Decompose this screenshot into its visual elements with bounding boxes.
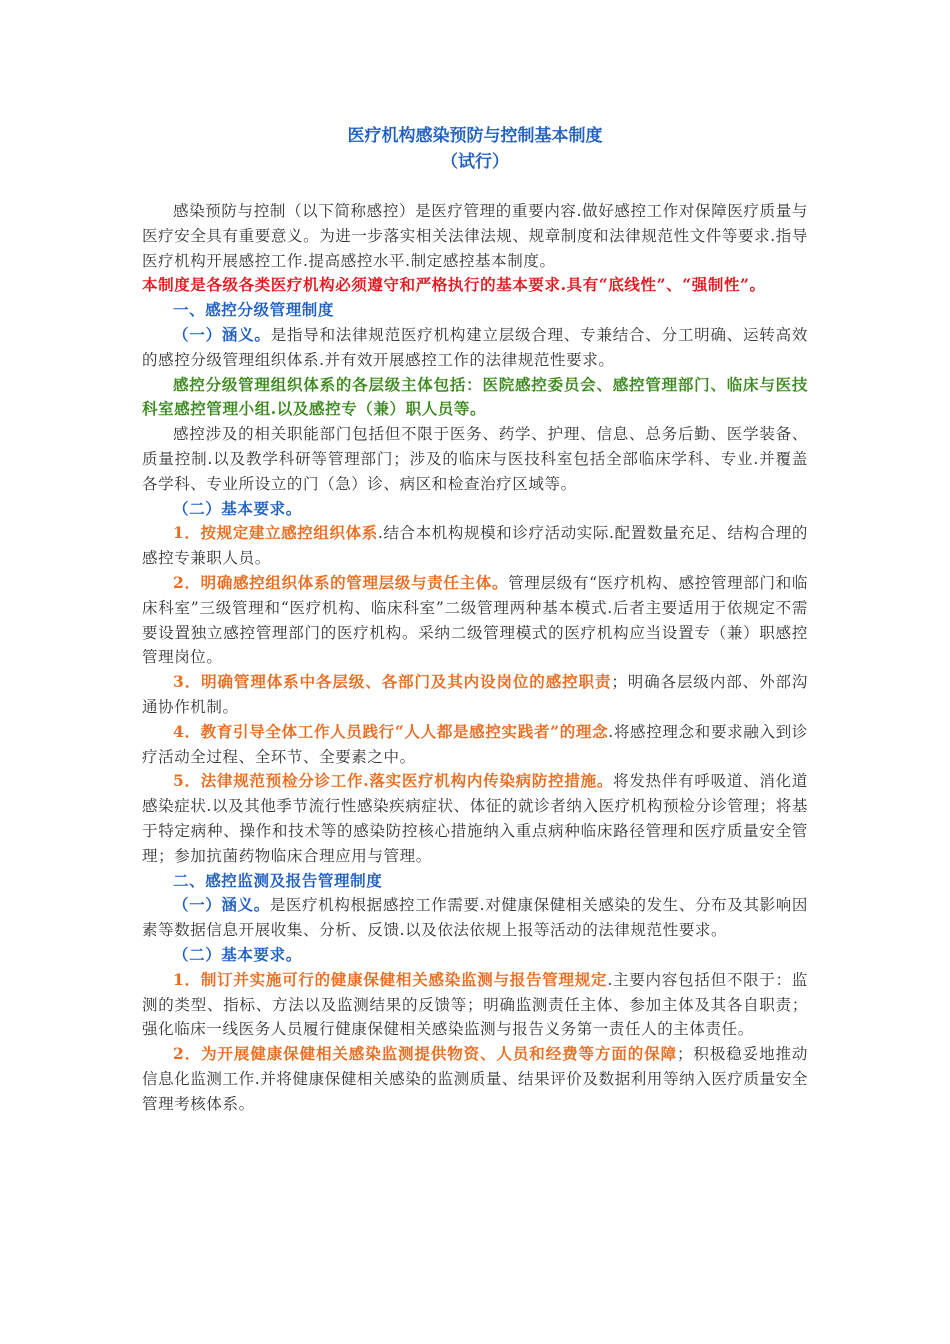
document-body — [142, 199, 808, 1116]
org-system-text: 感控分级管理组织体系的各层级主体包括：医院感控委员会、感控管理部门、临床与医技科室感控管理小组.以及感控专（兼）职人员等。 — [142, 374, 808, 419]
item-number: 3． — [173, 672, 202, 692]
item-text: ；明确各层级内部、外部沟通协作机制。 — [142, 673, 808, 716]
definition-text: 是指导和法律规范医疗机构建立层级合理、专兼结合、分工明确、运转高效的感控分级管理组织体系.并有效开展感控工作的法律规范性要求。 — [142, 325, 808, 369]
item-lead: 明确管理体系中各层级、各部门及其内设岗位的感控职责 — [201, 672, 612, 692]
item-text: 将发热伴有呼吸道、消化道感染症状.以及其他季节流行性感染疾病症状、体征的就诊者纳入医疗机构预检分诊管理；将基于特定病种、操作和技术等的感染防控核心措施纳入重点病种临床路径管理和医疗质量安全管理；参加抗菌药物临床合理应用与管理。 — [142, 772, 809, 865]
item-lead: 按规定建立感控组织体系 — [200, 523, 378, 543]
section-2-item — [142, 968, 808, 1042]
item-number: 1． — [173, 523, 201, 543]
intro-emphasis-text: 本制度是各级各类医疗机构必须遵守和严格执行的基本要求.具有“底线性”、“强制性”。 — [142, 275, 766, 295]
document-title: 医疗机构感染预防与控制基本制度 — [347, 126, 603, 146]
section-1-item — [142, 670, 808, 720]
item-text: .将感控理念和要求融入到诊疗活动全过程、全环节、全要素之中。 — [142, 722, 808, 766]
section-2-heading: 二、感控监测及报告管理制度 — [173, 870, 383, 890]
item-lead: 为开展健康保健相关感染监测提供物资、人员和经费等方面的保障 — [201, 1044, 678, 1064]
section-1-item — [142, 571, 808, 670]
section-1-item — [142, 521, 808, 571]
item-number: 4． — [173, 721, 201, 741]
intro-emphasis-paragraph — [142, 273, 808, 298]
definition-text: 是医疗机构根据感控工作需要.对健康保健相关感染的发生、分布及其影响因素等数据信息开展收集、分析、反馈.以及依法依规上报等活动的法律规范性要求。 — [142, 896, 808, 940]
section-1-definition — [142, 323, 808, 373]
section-1-heading: 一、感控分级管理制度 — [173, 300, 335, 320]
intro-paragraph — [142, 199, 808, 273]
section-1-departments-paragraph: 感控涉及的相关职能部门包括但不限于医务、药学、护理、信息、总务后勤、医学装备、质量控制.以及教学科研等管理部门；涉及的临床与医技科室包括全部临床学科、专业.并覆盖各学科、专业所设立的门（急）诊、病区和检查治疗区域等。 — [142, 425, 808, 493]
item-text: .结合本机构规模和诊疗活动实际.配置数量充足、结构合理的感控专兼职人员。 — [142, 524, 808, 568]
section-1-requirements-label — [142, 497, 808, 522]
item-lead: 教育引导全体工作人员践行“人人都是感控实践者”的理念 — [200, 721, 609, 741]
document-subtitle: （试行） — [441, 152, 509, 172]
item-number: 2． — [173, 572, 201, 592]
section-2-definition — [142, 893, 808, 943]
section-2-requirements-label — [142, 943, 808, 968]
item-lead: 法律规范预检分诊工作.落实医疗机构内传染病防控措施。 — [200, 771, 614, 791]
item-lead: 制订并实施可行的健康保健相关感染监测与报告管理规定 — [200, 969, 608, 989]
definition-label: （一）涵义。 — [173, 895, 270, 915]
item-text: .主要内容包括但不限于：监测的类型、指标、方法以及监测结果的反馈等；明确监测责任主体、参加主体及其各自职责；强化临床一线医务人员履行健康保健相关感染监测与报告义务第一责任人的主体责任。 — [142, 970, 808, 1039]
item-lead: 明确感控组织体系的管理层级与责任主体。 — [200, 572, 509, 592]
item-number: 2． — [173, 1044, 202, 1064]
item-text: ；积极稳妥地推动信息化监测工作.并将健康保健相关感染的监测质量、结果评价及数据利用等纳入医疗质量安全管理考核体系。 — [142, 1045, 808, 1113]
requirements-label: （二）基本要求。 — [173, 498, 302, 518]
requirements-label: （二）基本要求。 — [173, 944, 302, 964]
definition-label: （一）涵义。 — [173, 324, 271, 344]
intro-text: 感染预防与控制（以下简称感控）是医疗管理的重要内容.做好感控工作对保障医疗质量与医疗安全具有重要意义。为进一步落实相关法律法规、规章制度和法律规范性文件等要求.指导医疗机构开展感控工作.提高感控水平.制定感控基本制度。 — [142, 202, 808, 270]
section-1-item — [142, 720, 808, 770]
section-2-item — [142, 1042, 808, 1116]
item-number: 5． — [173, 771, 201, 791]
item-number: 1． — [173, 969, 201, 989]
section-1-item — [142, 769, 808, 868]
section-1-green-paragraph — [142, 373, 808, 423]
item-text: 管理层级有“医疗机构、感控管理部门和临床科室”三级管理和“医疗机构、临床科室”二级管理两种基本模式.后者主要适用于依规定不需要设置独立感控管理部门的医疗机构。采纳二级管理模式的医疗机构应当设置专（兼）职感控管理岗位。 — [142, 573, 808, 667]
